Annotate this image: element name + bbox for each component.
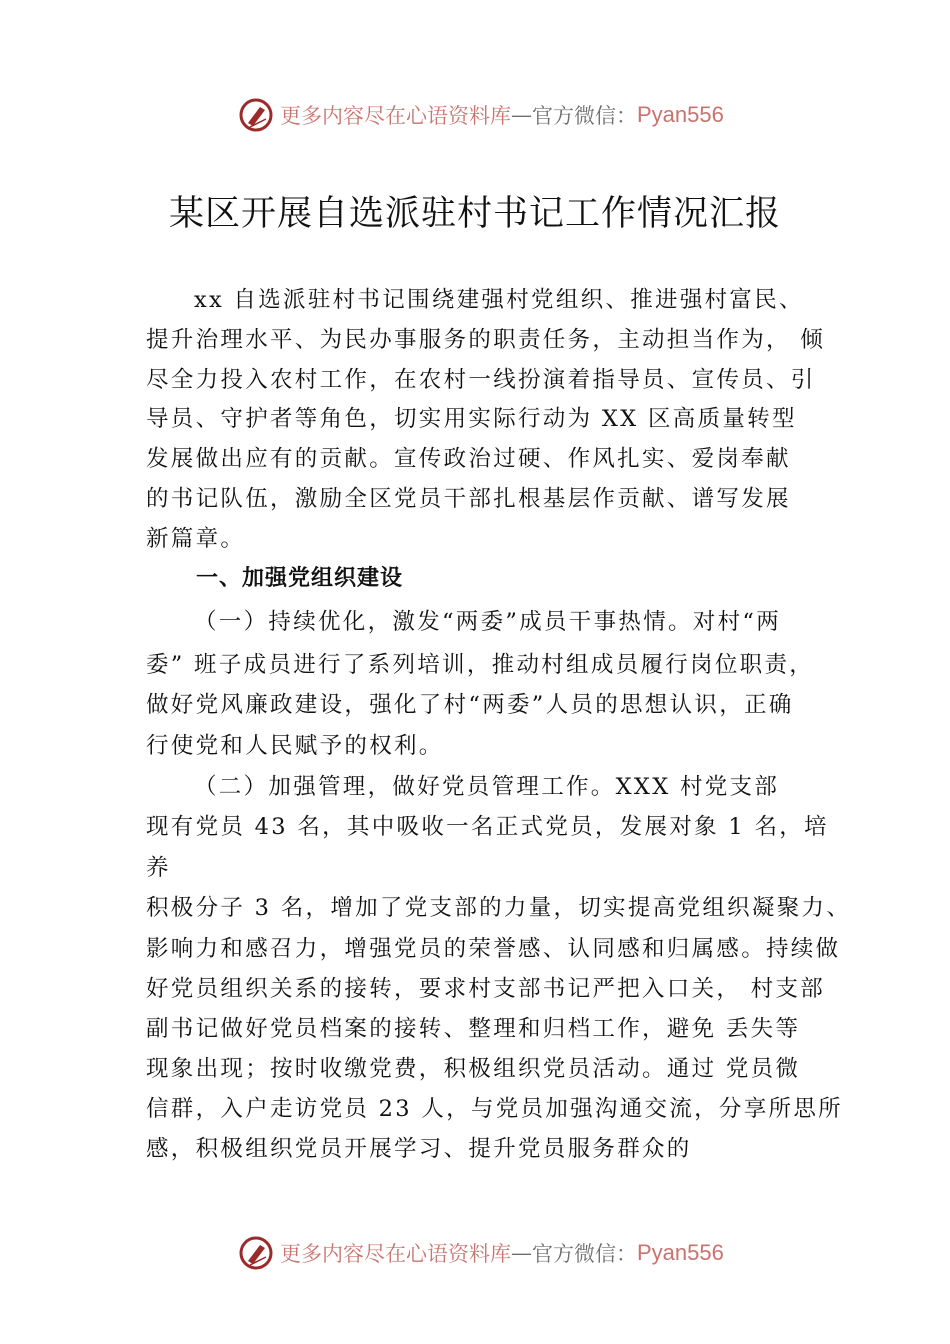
paragraph-line: 现有党员 43 名，其中吸收一名正式党员，发展对象 1 名，培 [146,814,829,840]
paragraph-line: 积极分子 3 名，增加了党支部的力量，切实提高党组织凝聚力、 [146,895,852,921]
paragraph-line: 行使党和人民赋予的权利。 [146,733,444,759]
watermark-brand-text: 更多内容尽在心语资料库 [280,104,511,128]
paragraph-line: 养 [146,855,171,881]
watermark-label: 官方微信： [532,104,637,128]
paragraph-line: 好党员组织关系的接转，要求村支部书记严把入口关， 村支部 [146,976,826,1002]
paragraph-line: 副书记做好党员档案的接转、整理和归档工作，避免 丢失等 [146,1016,801,1042]
fountain-pen-logo-icon [238,1235,274,1271]
footer-watermark [238,1233,724,1273]
watermark-wechat-id: Pyan556 [637,102,724,127]
document-title: 某区开展自选派驻村书记工作情况汇报 [168,194,781,234]
paragraph-line: 信群，入户走访党员 23 人，与党员加强沟通交流，分享所思所 [146,1096,843,1122]
watermark-label: 官方微信： [532,1242,637,1266]
watermark-brand-text: 更多内容尽在心语资料库 [280,1242,511,1266]
paragraph-line: 的书记队伍，激励全区党员干部扎根基层作贡献、谱写发展 [146,486,791,512]
paragraph-line: 发展做出应有的贡献。宣传政治过硬、作风扎实、爱岗奉献 [146,446,791,472]
paragraph-line: 现象出现；按时收缴党费，积极组织党员活动。通过 党员微 [146,1056,801,1082]
paragraph-line: 委” 班子成员进行了系列培训，推动村组成员履行岗位职责， [146,652,815,678]
paragraph-line: 影响力和感召力，增强党员的荣誉感、认同感和归属感。持续做 [146,936,841,962]
watermark-separator: — [511,103,532,127]
paragraph-line: 导员、守护者等角色，切实用实际行动为 XX 区高质量转型 [146,406,797,432]
paragraph-line: 感，积极组织党员开展学习、提升党员服务群众的 [146,1136,692,1162]
paragraph-line: （一）持续优化，激发“两委”成员干事热情。对村“两 [194,609,782,635]
section-heading: 一、加强党组织建设 [196,566,404,591]
fountain-pen-logo-icon [238,97,274,133]
paragraph-line: 提升治理水平、为民办事服务的职责任务，主动担当作为， 倾 [146,327,826,353]
header-watermark [238,95,724,135]
paragraph-line: （二）加强管理，做好党员管理工作。XXX 村党支部 [194,774,780,800]
paragraph-line: xx 自选派驻村书记围绕建强村党组织、推进强村富民、 [194,287,804,313]
paragraph-line: 尽全力投入农村工作，在农村一线扮演着指导员、宣传员、引 [146,367,816,393]
paragraph-line: 做好党风廉政建设，强化了村“两委”人员的思想认识，正确 [146,692,794,718]
watermark-wechat-id: Pyan556 [637,1240,724,1265]
paragraph-line: 新篇章。 [146,526,246,552]
watermark-separator: — [511,1241,532,1265]
